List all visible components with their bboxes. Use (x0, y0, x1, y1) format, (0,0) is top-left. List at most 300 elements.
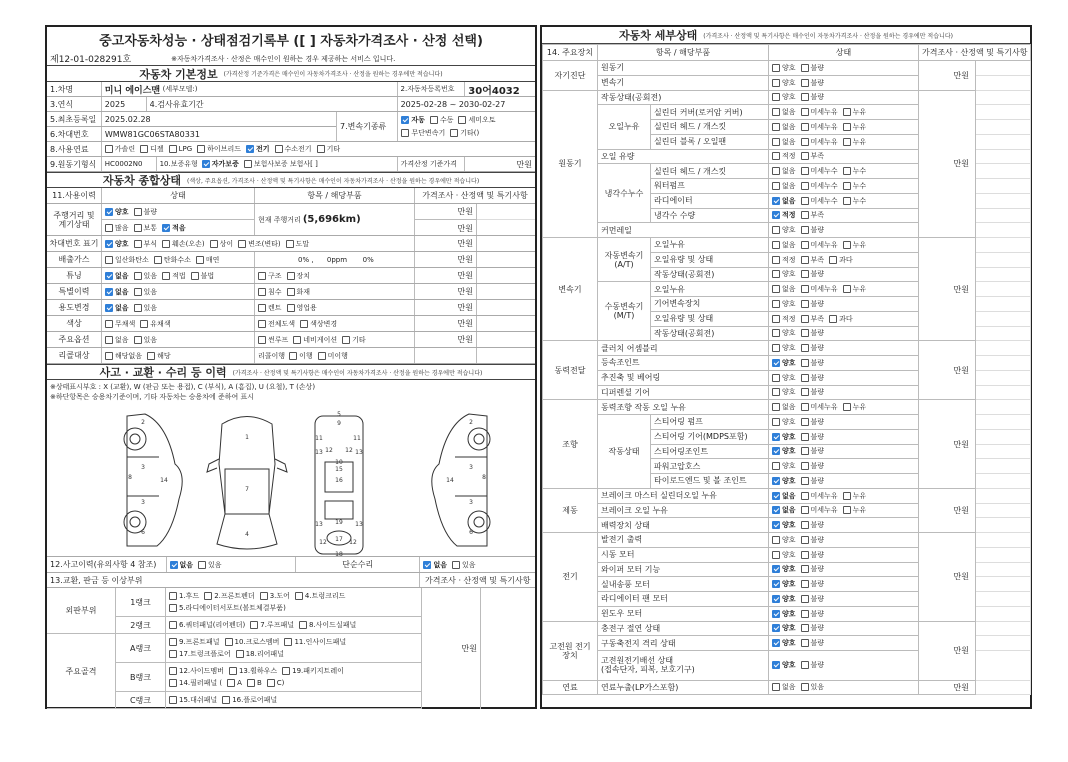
checkbox-icon[interactable] (295, 592, 303, 600)
checkbox-icon[interactable] (801, 565, 809, 573)
checkbox-icon[interactable] (772, 123, 780, 131)
checkbox-icon[interactable] (843, 182, 851, 190)
checkbox-option[interactable] (801, 314, 825, 324)
checkbox-option[interactable] (801, 505, 838, 515)
checkbox-option[interactable] (772, 461, 796, 471)
checkbox-icon[interactable] (843, 197, 851, 205)
checkbox-icon[interactable] (772, 93, 780, 101)
checkbox-option[interactable] (258, 303, 282, 313)
checkbox-icon[interactable] (140, 320, 148, 328)
checkbox-option[interactable] (772, 682, 796, 692)
checkbox-checked-icon[interactable] (772, 447, 780, 455)
checkbox-option[interactable] (140, 144, 164, 154)
checkbox-icon[interactable] (843, 285, 851, 293)
checkbox-checked-icon[interactable] (772, 610, 780, 618)
checkbox-icon[interactable] (801, 211, 809, 219)
checkbox-icon[interactable] (801, 138, 809, 146)
checkbox-option[interactable] (801, 255, 825, 265)
checkbox-option[interactable] (772, 638, 796, 648)
checkbox-icon[interactable] (843, 492, 851, 500)
checkbox-option[interactable] (147, 351, 171, 361)
checkbox-checked-icon[interactable] (162, 224, 170, 232)
checkbox-option[interactable] (105, 303, 129, 313)
checkbox-icon[interactable] (772, 536, 780, 544)
checkbox-option[interactable] (801, 609, 825, 619)
checkbox-option[interactable] (772, 446, 796, 456)
checkbox-icon[interactable] (287, 288, 295, 296)
checkbox-option[interactable] (843, 166, 867, 176)
checkbox-checked-icon[interactable] (105, 288, 113, 296)
checkbox-option[interactable] (772, 358, 796, 368)
checkbox-icon[interactable] (801, 256, 809, 264)
checkbox-option[interactable] (801, 240, 838, 250)
checkbox-option[interactable] (134, 287, 158, 297)
checkbox-icon[interactable] (300, 320, 308, 328)
checkbox-option[interactable] (258, 287, 282, 297)
checkbox-option[interactable] (843, 196, 867, 206)
checkbox-option[interactable] (772, 78, 796, 88)
checkbox-icon[interactable] (293, 336, 301, 344)
checkbox-option[interactable] (801, 564, 825, 574)
checkbox-option[interactable] (275, 144, 312, 154)
checkbox-option[interactable] (423, 560, 447, 570)
checkbox-checked-icon[interactable] (772, 521, 780, 529)
checkbox-option[interactable] (430, 115, 454, 125)
checkbox-icon[interactable] (169, 650, 177, 658)
checkbox-checked-icon[interactable] (401, 116, 409, 124)
checkbox-icon[interactable] (196, 256, 204, 264)
checkbox-checked-icon[interactable] (105, 240, 113, 248)
checkbox-option[interactable] (105, 287, 129, 297)
checkbox-icon[interactable] (772, 167, 780, 175)
checkbox-option[interactable] (238, 239, 281, 249)
checkbox-icon[interactable] (772, 285, 780, 293)
checkbox-option[interactable] (843, 240, 867, 250)
checkbox-option[interactable] (225, 637, 280, 647)
checkbox-option[interactable] (772, 564, 796, 574)
checkbox-option[interactable] (801, 402, 838, 412)
checkbox-icon[interactable] (843, 167, 851, 175)
checkbox-icon[interactable] (247, 679, 255, 687)
checkbox-option[interactable] (250, 620, 294, 630)
checkbox-option[interactable] (105, 335, 129, 345)
checkbox-option[interactable] (772, 255, 796, 265)
checkbox-option[interactable] (105, 319, 135, 329)
checkbox-option[interactable] (772, 269, 796, 279)
checkbox-option[interactable] (260, 591, 290, 601)
checkbox-option[interactable] (169, 637, 220, 647)
checkbox-option[interactable] (772, 594, 796, 604)
checkbox-icon[interactable] (229, 667, 237, 675)
checkbox-option[interactable] (801, 78, 825, 88)
checkbox-checked-icon[interactable] (246, 145, 254, 153)
checkbox-checked-icon[interactable] (105, 304, 113, 312)
checkbox-icon[interactable] (801, 536, 809, 544)
checkbox-icon[interactable] (275, 145, 283, 153)
checkbox-option[interactable] (801, 284, 838, 294)
checkbox-icon[interactable] (169, 667, 177, 675)
checkbox-icon[interactable] (801, 374, 809, 382)
checkbox-icon[interactable] (772, 551, 780, 559)
checkbox-icon[interactable] (140, 145, 148, 153)
checkbox-checked-icon[interactable] (772, 197, 780, 205)
checkbox-option[interactable] (169, 649, 231, 659)
checkbox-icon[interactable] (801, 167, 809, 175)
checkbox-icon[interactable] (134, 304, 142, 312)
checkbox-icon[interactable] (772, 344, 780, 352)
checkbox-icon[interactable] (843, 123, 851, 131)
checkbox-icon[interactable] (772, 64, 780, 72)
checkbox-option[interactable] (843, 107, 867, 117)
checkbox-icon[interactable] (772, 270, 780, 278)
checkbox-icon[interactable] (801, 123, 809, 131)
checkbox-option[interactable] (210, 239, 234, 249)
checkbox-checked-icon[interactable] (423, 561, 431, 569)
checkbox-checked-icon[interactable] (772, 580, 780, 588)
checkbox-checked-icon[interactable] (772, 492, 780, 500)
checkbox-option[interactable] (801, 476, 825, 486)
checkbox-icon[interactable] (801, 462, 809, 470)
checkbox-option[interactable] (452, 560, 476, 570)
checkbox-option[interactable] (801, 122, 838, 132)
checkbox-checked-icon[interactable] (772, 433, 780, 441)
checkbox-icon[interactable] (801, 344, 809, 352)
checkbox-icon[interactable] (289, 352, 297, 360)
checkbox-option[interactable] (801, 461, 825, 471)
checkbox-icon[interactable] (169, 145, 177, 153)
checkbox-checked-icon[interactable] (772, 506, 780, 514)
checkbox-icon[interactable] (801, 521, 809, 529)
checkbox-option[interactable] (772, 151, 796, 161)
checkbox-icon[interactable] (198, 561, 206, 569)
checkbox-icon[interactable] (458, 116, 466, 124)
checkbox-icon[interactable] (801, 285, 809, 293)
checkbox-icon[interactable] (134, 208, 142, 216)
checkbox-option[interactable] (282, 666, 344, 676)
checkbox-icon[interactable] (772, 315, 780, 323)
checkbox-icon[interactable] (105, 256, 113, 264)
checkbox-option[interactable] (801, 579, 825, 589)
checkbox-icon[interactable] (801, 388, 809, 396)
checkbox-option[interactable] (843, 491, 867, 501)
checkbox-option[interactable] (258, 335, 288, 345)
checkbox-icon[interactable] (801, 661, 809, 669)
checkbox-option[interactable] (772, 166, 796, 176)
checkbox-option[interactable] (801, 550, 825, 560)
checkbox-option[interactable] (801, 535, 825, 545)
checkbox-icon[interactable] (225, 638, 233, 646)
checkbox-option[interactable] (105, 144, 135, 154)
checkbox-icon[interactable] (169, 604, 177, 612)
checkbox-icon[interactable] (772, 683, 780, 691)
checkbox-icon[interactable] (801, 182, 809, 190)
checkbox-icon[interactable] (801, 270, 809, 278)
checkbox-icon[interactable] (801, 64, 809, 72)
checkbox-option[interactable] (772, 299, 796, 309)
checkbox-option[interactable] (772, 210, 796, 220)
checkbox-option[interactable] (801, 210, 825, 220)
checkbox-option[interactable] (134, 303, 158, 313)
checkbox-option[interactable] (134, 239, 158, 249)
checkbox-icon[interactable] (299, 621, 307, 629)
checkbox-icon[interactable] (772, 226, 780, 234)
checkbox-option[interactable] (772, 92, 796, 102)
checkbox-icon[interactable] (317, 145, 325, 153)
checkbox-checked-icon[interactable] (202, 160, 210, 168)
checkbox-option[interactable] (222, 695, 277, 705)
checkbox-option[interactable] (236, 649, 284, 659)
checkbox-option[interactable] (287, 303, 317, 313)
checkbox-option[interactable] (772, 476, 796, 486)
checkbox-option[interactable] (801, 151, 825, 161)
checkbox-icon[interactable] (450, 129, 458, 137)
checkbox-icon[interactable] (222, 696, 230, 704)
checkbox-option[interactable] (801, 92, 825, 102)
checkbox-option[interactable] (772, 63, 796, 73)
checkbox-icon[interactable] (284, 638, 292, 646)
checkbox-icon[interactable] (318, 352, 326, 360)
checkbox-icon[interactable] (169, 679, 177, 687)
checkbox-option[interactable] (772, 505, 796, 515)
checkbox-option[interactable] (801, 623, 825, 633)
checkbox-icon[interactable] (801, 93, 809, 101)
checkbox-icon[interactable] (772, 418, 780, 426)
checkbox-option[interactable] (772, 417, 796, 427)
checkbox-option[interactable] (258, 319, 295, 329)
checkbox-option[interactable] (300, 319, 337, 329)
checkbox-option[interactable] (284, 637, 346, 647)
checkbox-icon[interactable] (147, 352, 155, 360)
checkbox-icon[interactable] (843, 108, 851, 116)
checkbox-option[interactable] (169, 695, 217, 705)
checkbox-icon[interactable] (169, 638, 177, 646)
checkbox-icon[interactable] (105, 224, 113, 232)
checkbox-option[interactable] (772, 432, 796, 442)
checkbox-option[interactable] (140, 319, 170, 329)
checkbox-option[interactable] (829, 255, 853, 265)
checkbox-option[interactable] (801, 520, 825, 530)
checkbox-icon[interactable] (772, 403, 780, 411)
checkbox-icon[interactable] (105, 320, 113, 328)
checkbox-option[interactable] (287, 271, 311, 281)
checkbox-option[interactable] (162, 239, 205, 249)
checkbox-option[interactable] (401, 115, 425, 125)
checkbox-icon[interactable] (258, 320, 266, 328)
checkbox-option[interactable] (401, 128, 445, 138)
checkbox-checked-icon[interactable] (772, 565, 780, 573)
checkbox-icon[interactable] (238, 240, 246, 248)
checkbox-icon[interactable] (801, 197, 809, 205)
checkbox-icon[interactable] (258, 336, 266, 344)
checkbox-option[interactable] (772, 284, 796, 294)
checkbox-option[interactable] (289, 351, 313, 361)
checkbox-icon[interactable] (267, 679, 275, 687)
checkbox-icon[interactable] (801, 329, 809, 337)
checkbox-option[interactable] (299, 620, 356, 630)
checkbox-option[interactable] (196, 255, 220, 265)
checkbox-icon[interactable] (134, 272, 142, 280)
checkbox-option[interactable] (154, 255, 191, 265)
checkbox-option[interactable] (801, 299, 825, 309)
checkbox-icon[interactable] (801, 359, 809, 367)
checkbox-option[interactable] (227, 679, 242, 687)
checkbox-icon[interactable] (105, 145, 113, 153)
checkbox-icon[interactable] (134, 336, 142, 344)
checkbox-option[interactable] (295, 591, 346, 601)
checkbox-option[interactable] (772, 491, 796, 501)
checkbox-option[interactable] (772, 240, 796, 250)
checkbox-option[interactable] (202, 159, 239, 169)
checkbox-icon[interactable] (134, 240, 142, 248)
checkbox-checked-icon[interactable] (772, 359, 780, 367)
checkbox-option[interactable] (134, 335, 158, 345)
checkbox-icon[interactable] (162, 240, 170, 248)
checkbox-option[interactable] (162, 271, 186, 281)
checkbox-icon[interactable] (260, 592, 268, 600)
checkbox-option[interactable] (801, 166, 838, 176)
checkbox-icon[interactable] (154, 256, 162, 264)
checkbox-option[interactable] (197, 144, 241, 154)
checkbox-option[interactable] (162, 223, 186, 233)
checkbox-icon[interactable] (105, 336, 113, 344)
checkbox-option[interactable] (772, 373, 796, 383)
checkbox-icon[interactable] (401, 129, 409, 137)
checkbox-option[interactable] (134, 207, 158, 217)
checkbox-option[interactable] (772, 609, 796, 619)
checkbox-icon[interactable] (801, 152, 809, 160)
checkbox-icon[interactable] (772, 329, 780, 337)
checkbox-icon[interactable] (801, 624, 809, 632)
checkbox-option[interactable] (170, 560, 194, 570)
checkbox-checked-icon[interactable] (105, 208, 113, 216)
checkbox-option[interactable] (801, 107, 838, 117)
checkbox-option[interactable] (105, 239, 129, 249)
checkbox-icon[interactable] (772, 256, 780, 264)
checkbox-icon[interactable] (258, 288, 266, 296)
checkbox-option[interactable] (801, 446, 825, 456)
checkbox-icon[interactable] (772, 388, 780, 396)
checkbox-icon[interactable] (801, 226, 809, 234)
checkbox-option[interactable] (801, 181, 838, 191)
checkbox-icon[interactable] (191, 272, 199, 280)
checkbox-option[interactable] (191, 271, 215, 281)
checkbox-option[interactable] (801, 594, 825, 604)
checkbox-icon[interactable] (772, 152, 780, 160)
checkbox-icon[interactable] (801, 610, 809, 618)
checkbox-icon[interactable] (801, 418, 809, 426)
checkbox-icon[interactable] (169, 592, 177, 600)
checkbox-checked-icon[interactable] (772, 211, 780, 219)
checkbox-option[interactable] (801, 343, 825, 353)
checkbox-option[interactable] (772, 314, 796, 324)
checkbox-option[interactable] (169, 620, 245, 630)
checkbox-checked-icon[interactable] (772, 477, 780, 485)
checkbox-option[interactable] (801, 491, 838, 501)
checkbox-option[interactable] (229, 666, 277, 676)
checkbox-icon[interactable] (801, 403, 809, 411)
checkbox-icon[interactable] (227, 679, 235, 687)
checkbox-icon[interactable] (801, 300, 809, 308)
checkbox-icon[interactable] (169, 621, 177, 629)
checkbox-icon[interactable] (342, 336, 350, 344)
checkbox-option[interactable] (772, 343, 796, 353)
checkbox-icon[interactable] (134, 288, 142, 296)
checkbox-option[interactable] (843, 181, 867, 191)
checkbox-option[interactable] (801, 432, 825, 442)
checkbox-icon[interactable] (772, 138, 780, 146)
checkbox-option[interactable] (843, 505, 867, 515)
checkbox-icon[interactable] (772, 300, 780, 308)
checkbox-option[interactable] (801, 63, 825, 73)
checkbox-checked-icon[interactable] (105, 272, 113, 280)
checkbox-icon[interactable] (772, 108, 780, 116)
checkbox-icon[interactable] (801, 447, 809, 455)
checkbox-option[interactable] (772, 550, 796, 560)
checkbox-icon[interactable] (801, 492, 809, 500)
checkbox-icon[interactable] (801, 580, 809, 588)
checkbox-option[interactable] (134, 223, 158, 233)
checkbox-option[interactable] (317, 144, 341, 154)
checkbox-option[interactable] (772, 181, 796, 191)
checkbox-icon[interactable] (282, 667, 290, 675)
checkbox-option[interactable] (843, 402, 867, 412)
checkbox-option[interactable] (772, 122, 796, 132)
checkbox-icon[interactable] (287, 272, 295, 280)
checkbox-icon[interactable] (236, 650, 244, 658)
checkbox-option[interactable] (246, 144, 270, 154)
checkbox-option[interactable] (772, 623, 796, 633)
checkbox-icon[interactable] (286, 240, 294, 248)
checkbox-option[interactable] (169, 603, 286, 613)
checkbox-option[interactable] (801, 682, 825, 692)
checkbox-option[interactable] (247, 679, 262, 687)
checkbox-icon[interactable] (204, 592, 212, 600)
checkbox-option[interactable] (105, 255, 149, 265)
checkbox-option[interactable] (450, 128, 479, 138)
checkbox-option[interactable] (772, 402, 796, 412)
checkbox-option[interactable] (198, 560, 222, 570)
checkbox-icon[interactable] (801, 433, 809, 441)
checkbox-option[interactable] (829, 314, 853, 324)
checkbox-icon[interactable] (772, 182, 780, 190)
checkbox-icon[interactable] (210, 240, 218, 248)
checkbox-option[interactable] (801, 387, 825, 397)
checkbox-checked-icon[interactable] (772, 624, 780, 632)
checkbox-option[interactable] (286, 239, 310, 249)
checkbox-icon[interactable] (287, 304, 295, 312)
checkbox-option[interactable] (105, 223, 129, 233)
checkbox-option[interactable] (801, 660, 825, 670)
checkbox-option[interactable] (105, 351, 142, 361)
checkbox-icon[interactable] (801, 595, 809, 603)
checkbox-checked-icon[interactable] (772, 661, 780, 669)
checkbox-option[interactable] (801, 417, 825, 427)
checkbox-checked-icon[interactable] (772, 639, 780, 647)
checkbox-icon[interactable] (258, 304, 266, 312)
checkbox-option[interactable] (801, 328, 825, 338)
checkbox-option[interactable] (169, 145, 193, 153)
checkbox-option[interactable] (843, 284, 867, 294)
checkbox-option[interactable] (204, 591, 255, 601)
checkbox-icon[interactable] (843, 241, 851, 249)
checkbox-option[interactable] (772, 196, 796, 206)
checkbox-icon[interactable] (801, 241, 809, 249)
checkbox-icon[interactable] (829, 256, 837, 264)
checkbox-icon[interactable] (801, 477, 809, 485)
checkbox-icon[interactable] (843, 403, 851, 411)
checkbox-option[interactable] (772, 535, 796, 545)
checkbox-option[interactable] (169, 591, 199, 601)
